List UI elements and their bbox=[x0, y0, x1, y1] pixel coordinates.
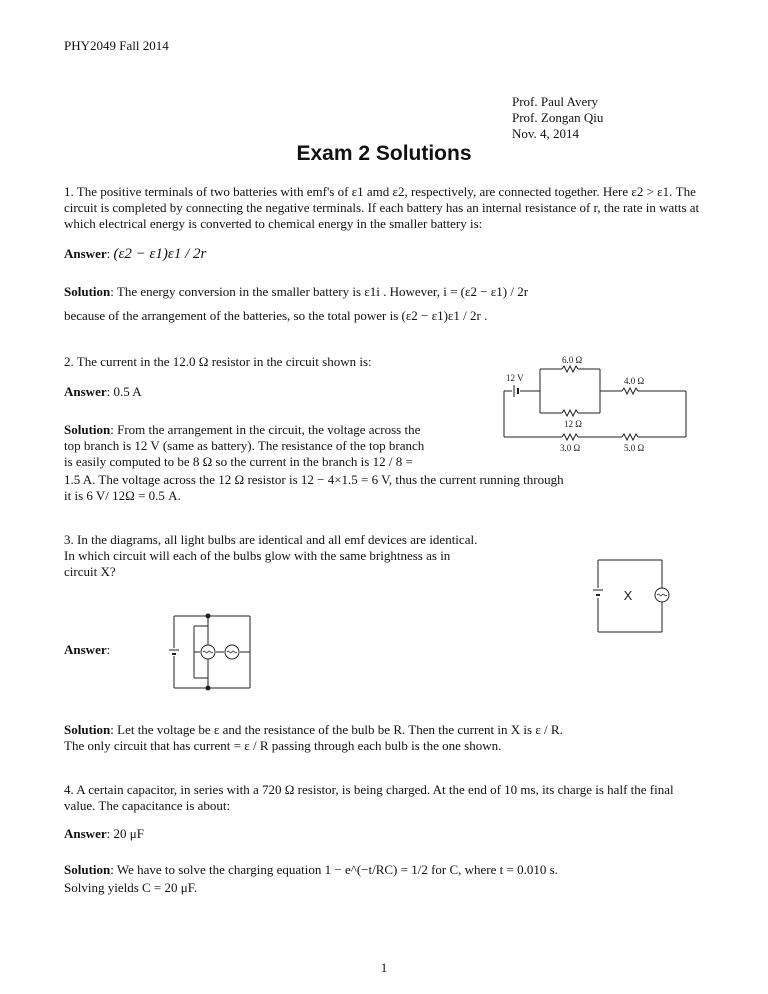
junction-dot-top bbox=[206, 614, 211, 619]
q3-text-line3: circuit X? bbox=[64, 564, 116, 579]
q3-text-line1: 3. In the diagrams, all light bulbs are identical and all emf devices are identical. bbox=[64, 532, 478, 547]
battery-label: 12 V bbox=[506, 373, 524, 383]
q3-answer-circuit bbox=[164, 606, 260, 698]
q1-answer: Answer: (ε2 − ε1)ε1 / 2r bbox=[64, 246, 207, 262]
q2-solution-line2: top branch is 12 V (same as battery). The resistance of the top branch bbox=[64, 438, 425, 453]
exam-date: Nov. 4, 2014 bbox=[512, 126, 580, 141]
q3-text-line2: In which circuit will each of the bulbs glow with the same brightness as in bbox=[64, 548, 451, 563]
q2-solution-line5: it is 6 V/ 12Ω = 0.5 A. bbox=[64, 488, 181, 503]
q1-solution-label: Solution bbox=[64, 284, 111, 299]
q3-solution-line2: The only circuit that has current = ε / R passing through each bulb is the one shown. bbox=[64, 738, 502, 753]
q4-answer-value: 20 μF bbox=[113, 826, 144, 841]
author-1: Prof. Paul Avery bbox=[512, 94, 599, 109]
q3-answer-label-text: Answer bbox=[64, 642, 107, 657]
q4-solution-label: Solution bbox=[64, 862, 111, 877]
circuit-x-label: X bbox=[623, 588, 633, 603]
r1-label: 6.0 Ω bbox=[562, 355, 583, 365]
q2-answer: Answer: 0.5 A bbox=[64, 384, 142, 399]
q1-solution-a: Solution: The energy conversion in the smaller battery is ε1i . However, i = (ε2 − ε1) / 2r bbox=[64, 284, 529, 299]
q2-solution: Solution: From the arrangement in the circuit, the voltage across the bbox=[64, 422, 421, 437]
q3-solution-line1: Let the voltage be ε and the resistance of the bulb be R. Then the current in X is ε / R. bbox=[117, 722, 563, 737]
q2-solution-label: Solution bbox=[64, 422, 111, 437]
q3-solution: Solution: Let the voltage be ε and the resistance of the bulb be R. Then the current in X is ε / R. bbox=[64, 722, 563, 737]
author-2: Prof. Zongan Qiu bbox=[512, 110, 604, 125]
junction-dot-bottom bbox=[206, 686, 211, 691]
q1-solution-text-a: The energy conversion in the smaller battery is ε1i . However, i = (ε2 − ε1) / 2r bbox=[116, 284, 529, 299]
q2-answer-value: 0.5 A bbox=[113, 384, 142, 399]
q1-answer-label: Answer bbox=[64, 246, 107, 261]
q4-solution-line1: We have to solve the charging equation 1 − e^(−t/RC) = 1/2 for C, where t = 0.010 s. bbox=[116, 862, 558, 877]
q4-answer-label: Answer bbox=[64, 826, 107, 841]
q2-text: 2. The current in the 12.0 Ω resistor in the circuit shown is: bbox=[64, 354, 372, 369]
r3-label: 12 Ω bbox=[564, 419, 582, 429]
page-title: Exam 2 Solutions bbox=[296, 142, 472, 165]
q2-solution-line1: From the arrangement in the circuit, the voltage across the bbox=[117, 422, 421, 437]
q1-text: 1. The positive terminals of two batteries with emf's of ε1 amd ε2, respectively, are connected together. Here ε2 > ε1. The circuit is completed by connecting the negative terminals. If each battery has an internal resistance of r, the rate in watts at which electrical energy is converted to chemical energy in the smaller battery is: bbox=[64, 184, 700, 231]
q4-text: 4. A certain capacitor, in series with a 720 Ω resistor, is being charged. At the end of 10 ms, its charge is half the final value. The capacitance is about: bbox=[64, 782, 674, 813]
q4-answer: Answer: 20 μF bbox=[64, 826, 144, 841]
q4-solution: Solution: We have to solve the charging equation 1 − e^(−t/RC) = 1/2 for C, where t = 0.010 s. bbox=[64, 862, 558, 877]
course-header: PHY2049 Fall 2014 bbox=[64, 38, 169, 53]
page-number: 1 bbox=[380, 960, 388, 975]
r4-label: 3.0 Ω bbox=[560, 443, 581, 453]
r2-label: 4.0 Ω bbox=[624, 376, 645, 386]
q2-circuit-diagram bbox=[500, 355, 710, 455]
q3-solution-label: Solution bbox=[64, 722, 111, 737]
q4-solution-line2: Solving yields C = 20 μF. bbox=[64, 880, 198, 895]
q3-circuit-x bbox=[590, 556, 670, 636]
q1-solution-b: because of the arrangement of the batteries, so the total power is (ε2 − ε1)ε1 / 2r . bbox=[64, 308, 488, 323]
q2-solution-line4: 1.5 A. The voltage across the 12 Ω resistor is 12 − 4×1.5 = 6 V, thus the current running through bbox=[64, 472, 564, 487]
r5-label: 5.0 Ω bbox=[624, 443, 645, 453]
q1-answer-value: (ε2 − ε1)ε1 / 2r bbox=[113, 246, 207, 262]
q2-answer-label: Answer bbox=[64, 384, 107, 399]
q2-solution-line3: is easily computed to be 8 Ω so the current in the branch is 12 / 8 = bbox=[64, 454, 413, 469]
q3-answer-label: Answer: bbox=[64, 642, 111, 657]
author-block bbox=[512, 94, 603, 142]
